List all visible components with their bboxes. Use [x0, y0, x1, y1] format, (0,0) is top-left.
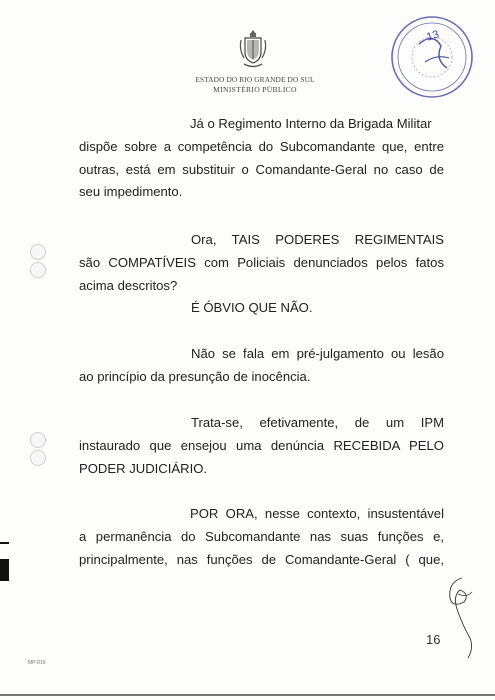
text-line: a permanência do Subcomandante nas suas funções e, [79, 528, 444, 544]
text-line: Já o Regimento Interno da Brigada Militar [190, 116, 432, 131]
text-line: seu impedimento. [79, 184, 183, 200]
text-line: É ÓBVIO QUE NÃO. [191, 300, 313, 316]
text-line: POR ORA, nesse contexto, insustentável [190, 506, 444, 521]
form-code: MP-016 [28, 660, 46, 666]
binding-mark [0, 542, 9, 544]
punch-hole [30, 262, 46, 278]
paragraph-2 [79, 229, 444, 320]
letterhead-institution: MINISTÉRIO PÚBLICO [213, 85, 297, 94]
punch-hole [30, 450, 46, 466]
paragraph-1 [79, 113, 444, 204]
text-line: outras, está em substituir o Comandante-Geral no caso de [79, 161, 444, 177]
letterhead-state: ESTADO DO RIO GRANDE DO SUL [195, 75, 315, 84]
punch-hole [30, 244, 46, 260]
text-line: Trata-se, efetivamente, de um IPM [191, 415, 444, 430]
coat-of-arms-icon [238, 28, 268, 70]
text-line: principalmente, nas funções de Comandante-Geral ( que, [79, 551, 444, 567]
page-edge-line [0, 694, 495, 696]
binding-mark [0, 559, 9, 581]
text-line: são COMPATÍVEIS com Policiais denunciados pelos fatos [79, 254, 444, 270]
stamp-number: 13 [425, 28, 441, 44]
signature-icon [440, 572, 480, 662]
text-line: Ora, TAIS PODERES REGIMENTAIS [191, 232, 444, 247]
paragraph-3 [79, 343, 444, 389]
text-line: instaurado que ensejou uma denúncia RECEBIDA PELO [79, 437, 444, 453]
page-number: 16 [426, 632, 441, 647]
punch-hole [30, 432, 46, 448]
text-line: PODER JUDICIÁRIO. [79, 460, 208, 476]
text-line: ao princípio da presunção de inocência. [79, 368, 311, 384]
paragraph-4 [79, 412, 444, 480]
text-line: dispõe sobre a competência do Subcomandante que, entre [79, 138, 444, 154]
text-line: acima descritos? [79, 277, 178, 293]
text-line: Não se fala em pré-julgamento ou lesão [191, 346, 444, 361]
paragraph-5 [79, 503, 444, 571]
letterhead [150, 75, 360, 95]
